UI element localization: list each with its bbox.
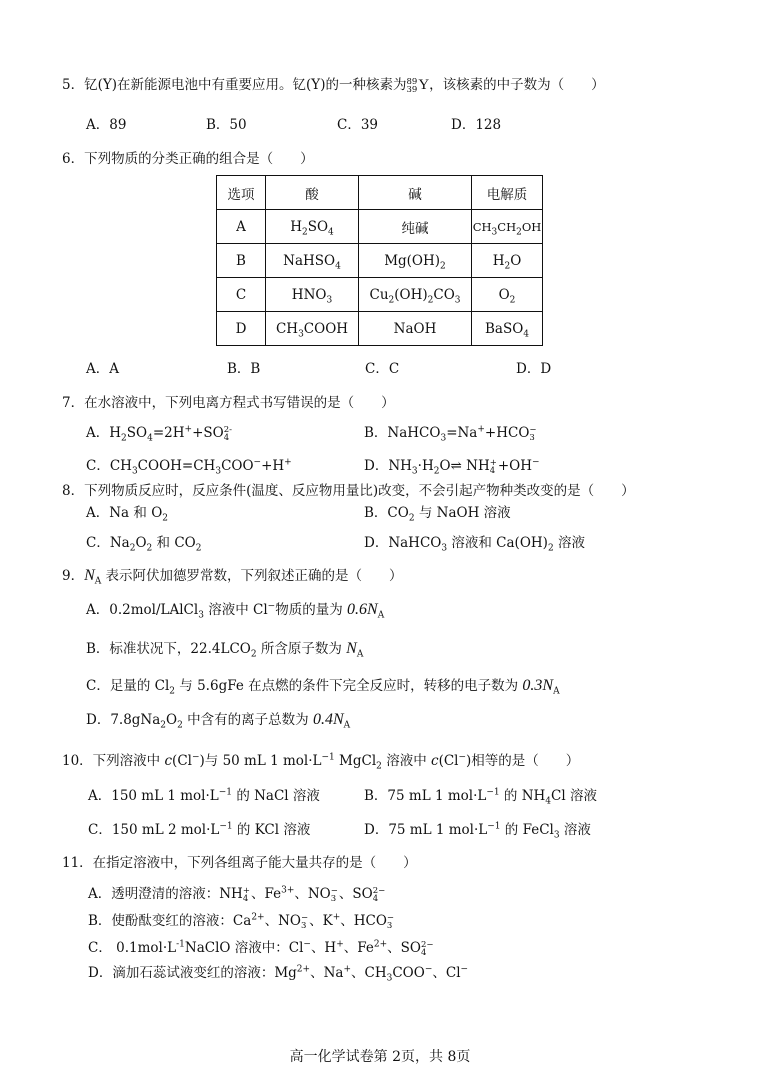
q10-stem: 10．下列溶液中 c(Cl−)与 50 mL 1 $mol\cdot L^{-1}$ MgCl$_2$ 溶液中 c(Cl−)相等的是（ ） (62, 752, 580, 772)
q6-option-d[interactable]: D．D (516, 361, 552, 377)
q9-option-a[interactable]: A．0.2mol/LAlCl$_3$ 溶液中 Cl−物质的量为 $0.6N_A$ (86, 601, 385, 621)
table-header-row (217, 176, 543, 210)
q6-option-a[interactable]: A．A (86, 361, 119, 377)
table-cell: $H_2SO_4$ (266, 210, 359, 244)
q11-stem: 11．在指定溶液中，下列各组离子能大量共存的是（ ） (62, 855, 417, 871)
table-header: 电解质 (472, 176, 543, 210)
table-cell: $O_2$ (472, 278, 543, 312)
q6-stem: 6．下列物质的分类正确的组合是（ ） (62, 151, 314, 167)
page-footer: 高一化学试卷第 2页，共 8页 (289, 1049, 471, 1065)
table-cell: 纯碱 (359, 210, 472, 244)
q8-option-c[interactable]: C．$Na_2O_2$ 和 $CO_2$ (86, 535, 202, 554)
table-cell: B (217, 244, 266, 278)
table-header: 酸 (266, 176, 359, 210)
q7-option-b[interactable]: B．NaHCO$_3$=Na++HCO − 3 (364, 424, 537, 444)
q9-option-b[interactable]: B．标准状况下，$22.4LCO_2$ 所含原子数为 $N_A$ (86, 640, 364, 660)
q11-option-a[interactable]: A．透明澄清的溶液：NH + 4 、$Fe^{3+}$、NO − 3 、SO 2− 4 (88, 885, 386, 904)
q8-option-b[interactable]: B．$CO_2$ 与 NaOH 溶液 (364, 505, 511, 524)
table-row (217, 244, 543, 278)
table-row (217, 312, 543, 346)
table-header: 选项 (217, 176, 266, 210)
table-row (217, 278, 543, 312)
q7-option-d[interactable]: D．$NH_3\cdot H_2O\rightleftharpoons$ NH + 4 +OH− (364, 457, 540, 477)
q11-option-b[interactable]: B．使酚酞变红的溶液：$Ca^{2+}$、NO − 3 、K+、HCO − 3 (88, 912, 395, 931)
q5-stem: 5．钇(Y)在新能源电池中有重要应用。钇(Y)的一种核素为 89 39 Y，该核素的中子数为（ ） (62, 76, 605, 95)
q8-option-a[interactable]: A．Na 和 $O_2$ (86, 505, 168, 524)
q10-option-a[interactable]: A．150 mL 1 $mol\cdot L^{-1}$ 的 NaCl 溶液 (88, 787, 320, 804)
table-cell: $Cu_2(OH)_2CO_3$ (359, 278, 472, 312)
q11-option-d[interactable]: D．滴加石蕊试液变红的溶液：$Mg^{2+}$、Na+、$CH_3COO^-$、Cl− (88, 964, 469, 984)
q9-option-d[interactable]: D．$7.8gNa_2O_2$ 中含有的离子总数为 $0.4N_A$ (86, 711, 351, 731)
q5-option-a[interactable]: A．89 (86, 117, 127, 133)
table-header: 碱 (359, 176, 472, 210)
table-cell: $CH_3CH_2OH$ (472, 210, 543, 244)
table-cell: NaHSO$_4$ (266, 244, 359, 278)
q5-option-b[interactable]: B．50 (206, 117, 247, 133)
q7-option-c[interactable]: C．$CH_3COOH=CH_3COO^-+H^+$ (86, 457, 292, 477)
table-cell: C (217, 278, 266, 312)
q6-option-c[interactable]: C．C (365, 361, 400, 377)
q7-stem: 7．在水溶液中，下列电离方程式书写错误的是（ ） (62, 395, 395, 411)
q5-option-c[interactable]: C．39 (337, 117, 379, 133)
table-row (217, 210, 543, 244)
table-cell: $H_2O$ (472, 244, 543, 278)
q10-option-b[interactable]: B．75 mL 1 $mol\cdot L^{-1}$ 的 $NH_4Cl$ 溶液 (364, 787, 597, 807)
table-cell: $HNO_3$ (266, 278, 359, 312)
isotope-notation: 89 39 (406, 76, 418, 95)
q7-option-a[interactable]: A．$H_2SO_4=2H^++SO$ 2- 4 (86, 424, 232, 444)
q11-option-c[interactable]: C． $0.1mol\cdot L^{-1}NaClO$ 溶液中：Cl−、H+、$Fe^{2+}$、SO 2− 4 (88, 939, 434, 958)
table-cell: A (217, 210, 266, 244)
q5-option-d[interactable]: D．128 (451, 117, 502, 133)
table-cell: $Mg(OH)_2$ (359, 244, 472, 278)
table-cell: D (217, 312, 266, 346)
table-cell: NaOH (359, 312, 472, 346)
q9-option-c[interactable]: C．足量的 $Cl_2$ 与 5.6gFe 在点燃的条件下完全反应时，转移的电子数为 $0.3N_A$ (86, 677, 560, 697)
table-cell: $CH_3COOH$ (266, 312, 359, 346)
classification-table (216, 175, 543, 346)
q6-option-b[interactable]: B．B (227, 361, 261, 377)
table-cell: BaSO$_4$ (472, 312, 543, 346)
q8-stem: 8．下列物质反应时，反应条件(温度、反应物用量比)改变，不会引起产物种类改变的是（ ） (62, 483, 635, 499)
q9-stem: 9．$N_A$ 表示阿伏加德罗常数，下列叙述正确的是（ ） (62, 567, 403, 587)
q10-option-d[interactable]: D．75 mL 1 $mol\cdot L^{-1}$ 的 FeCl$_3$ 溶液 (364, 821, 591, 841)
q8-option-d[interactable]: D．NaHCO$_3$ 溶液和 $Ca(OH)_2$ 溶液 (364, 535, 585, 554)
q10-option-c[interactable]: C．150 mL 2 $mol\cdot L^{-1}$ 的 KCl 溶液 (88, 821, 311, 838)
